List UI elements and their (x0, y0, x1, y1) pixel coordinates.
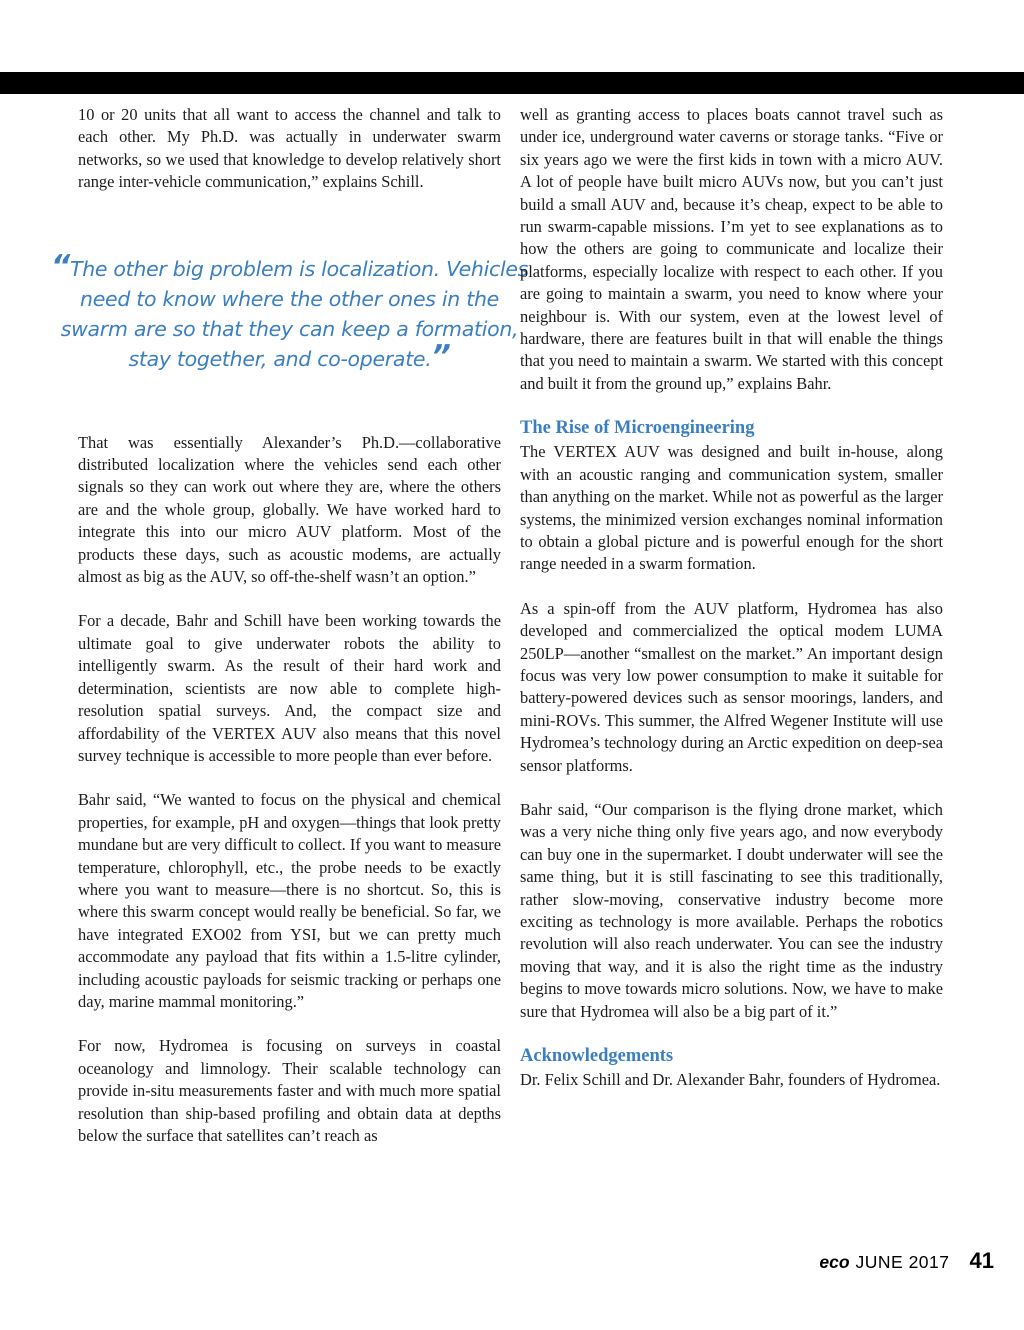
right-column (520, 104, 943, 1091)
body-paragraph: For a decade, Bahr and Schill have been working towards the ultimate goal to give underwater robots the ability to intelligently swarm. As the result of their hard work and determination, scientists are now able to complete high-resolution spatial surveys. And, the compact size and affordability of the VERTEX AUV also means that this novel survey technique is accessible to more people than ever before. (78, 611, 501, 765)
top-black-bar (0, 72, 1024, 94)
body-paragraph: well as granting access to places boats cannot travel such as under ice, underground water caverns or storage tanks. “Five or six years ago we were the first kids in town with a micro AUV. A lot of people have built micro AUVs now, but you can’t just build a small AUV and, because it’s cheap, expect to be able to run swarm-capable missions. I’m yet to see explanations as to how the others are going to communicate and localize their platforms, especially localize with respect to each other. If you are going to maintain a swarm, you need to know where your neighbour is. With our system, even at the lowest level of hardware, there are features built in that will enable the things that you need to maintain a swarm. We started with this concept and built it from the ground up,” explains Bahr. (520, 105, 943, 393)
body-paragraph: That was essentially Alexander’s Ph.D.—collaborative distributed localization where the vehicles send each other signals so they can work out where they are, where the others are and the whole group, globally. We have worked hard to integrate this into our micro AUV platform. Most of the products these days, such as acoustic modems, are actually almost as big as the AUV, so off-the-shelf wasn’t an option.” (78, 432, 501, 587)
left-column (50, 104, 529, 1147)
pull-quote (50, 248, 529, 374)
body-paragraph: Bahr said, “Our comparison is the flying drone market, which was a very niche thing only five years ago, and now everybody can buy one in the supermarket. I doubt underwater will see the same thing, but it is still fascinating to see this traditionally, rather slow-moving, conservative industry become more exciting as technology is more available. Perhaps the robotics revolution will also reach underwater. You can see the industry moving that way, and it is also the right time as the industry begins to move towards micro solutions. Now, we have to make sure that Hydromea will also be a big part of it.” (520, 799, 943, 1021)
body-paragraph: As a spin-off from the AUV platform, Hydromea has also developed and commercialized the optical modem LUMA 250LP—another “smallest on the market.” An important design focus was very low power consumption to make it suitable for battery-powered devices such as sensor moorings, landers, and mini-ROVs. This summer, the Alfred Wegener Institute will use Hydromea’s technology during an Arctic expedition on deep-sea sensor platforms. (520, 598, 943, 775)
open-quote-mark: “ (50, 248, 70, 284)
section-heading: Acknowledgements (520, 1046, 674, 1067)
pull-quote-text: The other big problem is localization. Vehicles need to know where the other ones in the swarm are so that they can keep a formation, stay together, and co-operate. (60, 256, 529, 371)
page-number: 41 (969, 1248, 994, 1273)
close-quote-mark: ” (431, 338, 451, 374)
body-paragraph: The VERTEX AUV was designed and built in-house, along with an acoustic ranging and communication system, smaller than anything on the market. While not as powerful as the larger systems, the minimized version exchanges nominal information to obtain a global picture and is powerful enough for the short range needed in a swarm formation. (520, 442, 943, 574)
magazine-brand: eco (819, 1252, 850, 1272)
issue-date: JUNE 2017 (855, 1252, 950, 1272)
body-paragraph: Bahr said, “We wanted to focus on the physical and chemical properties, for example, pH and oxygen—things that look pretty mundane but are very difficult to collect. If you want to measure temperature, chlorophyll, etc., the probe needs to be exactly where you want to measure—there is no shortcut. So, this is where this swarm concept would really be beneficial. So far, we have integrated EXO02 from YSI, but we can pretty much accommodate any payload that fits within a 1.5-litre cylinder, including acoustic payloads for seismic tracking or perhaps one day, marine mammal monitoring.” (78, 790, 501, 1011)
page-footer (819, 1248, 994, 1274)
body-paragraph: For now, Hydromea is focusing on surveys in coastal oceanology and limnology. Their scalable technology can provide in-situ measurements faster and with much more spatial resolution than ship-based profiling and obtain data at depths below the surface that satellites can’t reach as (78, 1036, 501, 1145)
body-paragraph: 10 or 20 units that all want to access the channel and talk to each other. My Ph.D. was actually in underwater swarm networks, so we used that knowledge to develop relatively short range inter-vehicle communication,” explains Schill. (78, 105, 501, 192)
section-heading: The Rise of Microengineering (520, 418, 755, 439)
body-paragraph: Dr. Felix Schill and Dr. Alexander Bahr, founders of Hydromea. (520, 1070, 941, 1090)
